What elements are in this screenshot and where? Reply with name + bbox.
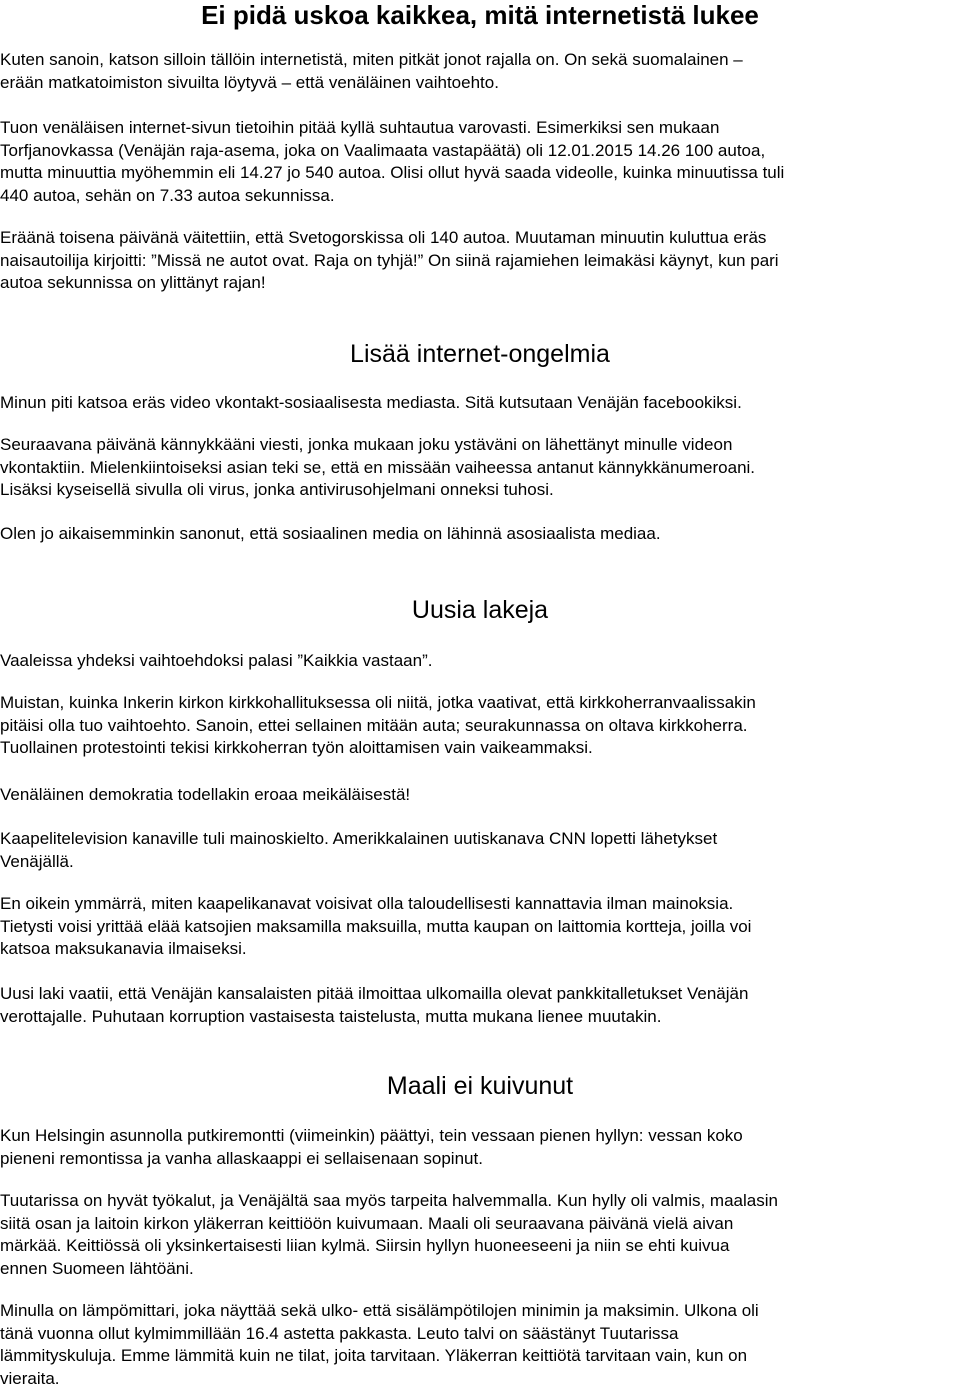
paragraph [0, 392, 960, 415]
text-line: Vaaleissa yhdeksi vaihtoehdoksi palasi ”Kaikkia vastaan”. [0, 651, 433, 670]
paragraph [0, 650, 960, 673]
text-line: Torfjanovkassa (Venäjän raja-asema, joka on Vaalimaata vastapäätä) oli 12.01.2015 14.26 100 autoa, [0, 140, 766, 160]
text-line: lämmityskuluja. Emme lämmitä kuin ne tilat, joita tarvitaan. Yläkerran keittiötä tarvitaan vain, kun on [0, 1346, 748, 1366]
paragraph [0, 784, 960, 807]
section-heading: Lisää internet-ongelmia [350, 340, 610, 368]
text-line: 440 autoa, sehän on 7.33 autoa sekunnissa. [0, 185, 335, 205]
text-line: Tuon venäläisen internet-sivun tietoihin pitää kyllä suhtautua varovasti. Esimerkiksi sen mukaan [0, 118, 720, 137]
text-line: vieraita. [0, 1368, 60, 1388]
paragraph [0, 523, 960, 546]
text-line: mutta minuuttia myöhemmin eli 14.27 jo 540 autoa. Olisi ollut hyvä saada videolle, kuinka minuutissa tuli [0, 163, 785, 183]
paragraph [0, 227, 960, 295]
text-line: Venäläinen demokratia todellakin eroaa meikäläisestä! [0, 785, 411, 804]
paragraph [0, 1300, 960, 1390]
text-line: ennen Suomeen lähtöäni. [0, 1258, 194, 1278]
section-heading: Maali ei kuivunut [386, 1072, 574, 1100]
paragraph [0, 983, 960, 1028]
text-line: Kaapelitelevision kanaville tuli mainoskielto. Amerikkalainen uutiskanava CNN lopetti lähetykset [0, 829, 718, 848]
page-title: Ei pidä uskoa kaikkea, mitä internetistä lukee [201, 0, 759, 30]
paragraph [0, 1125, 960, 1170]
paragraph [0, 434, 960, 502]
text-line: Tuollainen protestointi tekisi kirkkoherran työn aloittamisen vain vaikeammaksi. [0, 738, 593, 758]
text-line: En oikein ymmärrä, miten kaapelikanavat voisivat olla taloudellisesti kannattavia ilman mainoksia. [0, 894, 734, 913]
text-line: Olen jo aikaisemminkin sanonut, että sosiaalinen media on lähinnä asosiaalista mediaa. [0, 524, 661, 543]
paragraph [0, 49, 960, 94]
paragraph [0, 828, 960, 873]
text-line: Minulla on lämpömittari, joka näyttää sekä ulko- että sisälämpötilojen minimin ja maksimin. Ulkona oli [0, 1301, 759, 1320]
text-line: Seuraavana päivänä kännykkääni viesti, jonka mukaan joku ystäväni on lähettänyt minulle videon [0, 435, 733, 454]
text-line: Tuutarissa on hyvät työkalut, ja Venäjältä saa myös tarpeita halvemmalla. Kun hylly oli valmis, maalasin [0, 1191, 778, 1210]
text-line: tänä vuonna ollut kylmimmillään 16.4 astetta pakkasta. Leuto talvi on säästänyt Tuutarissa [0, 1323, 679, 1343]
text-line: Uusi laki vaatii, että Venäjän kansalaisten pitää ilmoittaa ulkomailla olevat pankkitalletukset Venäjän [0, 984, 749, 1003]
text-line: Tietysti voisi yrittää elää katsojien maksamilla maksuilla, mutta kaupan on laittomia kortteja, joilla voi [0, 916, 752, 936]
text-line: märkää. Keittiössä oli yksinkertaisesti liian kylmä. Siirsin hyllyn huoneeseeni ja niin se ehti kuivua [0, 1236, 730, 1256]
text-line: Eräänä toisena päivänä väitettiin, että Svetogorskissa oli 140 autoa. Muutaman minuutin kuluttua eräs [0, 228, 767, 247]
text-line: Kuten sanoin, katson silloin tällöin internetistä, miten pitkät jonot rajalla on. On sekä suomalainen – [0, 50, 743, 69]
text-line: Minun piti katsoa eräs video vkontakt-sosiaalisesta mediasta. Sitä kutsutaan Venäjän facebookiksi. [0, 393, 742, 412]
text-line: Muistan, kuinka Inkerin kirkon kirkkohallituksessa oli niitä, jotka vaativat, että kirkkoherranvaalissakin [0, 693, 756, 712]
text-line: Venäjällä. [0, 851, 74, 871]
paragraph [0, 692, 960, 760]
paragraph [0, 1190, 960, 1280]
text-line: vkontaktiin. Mielenkiintoiseksi asian teki se, että en missään vaiheessa antanut kännykkänumeroani. [0, 457, 756, 477]
text-line: katsoa maksukanavia ilmaiseksi. [0, 939, 247, 959]
section-heading: Uusia lakeja [411, 596, 549, 624]
text-line: siitä osan ja laitoin kirkon yläkerran keittiöön kuivumaan. Maali oli seuraavana päivänä vielä aivan [0, 1213, 734, 1233]
text-line: verottajalle. Puhutaan korruption vastaisesta taistelusta, mutta mukana lienee muutakin. [0, 1006, 662, 1026]
text-line: pieneni remontissa ja vanha allaskaappi ei sellaisenaan sopinut. [0, 1148, 483, 1168]
paragraph [0, 893, 960, 961]
text-line: pitäisi olla tuo vaihtoehto. Sanoin, ettei sellainen mitään auta; seurakunnassa on oltava kirkkoherra. [0, 715, 748, 735]
text-line: Kun Helsingin asunnolla putkiremontti (viimeinkin) päättyi, tein vessaan pienen hyllyn: vessan koko [0, 1126, 743, 1145]
paragraph [0, 117, 960, 207]
text-line: naisautoilija kirjoitti: ”Missä ne autot ovat. Raja on tyhjä!” On siinä rajamiehen leimakäsi käynyt, kun pari [0, 250, 779, 270]
text-line: autoa sekunnissa on ylittänyt rajan! [0, 273, 266, 293]
text-line: erään matkatoimiston sivuilta löytyvä – että venäläinen vaihtoehto. [0, 72, 499, 92]
text-line: Lisäksi kyseisellä sivulla oli virus, jonka antivirusohjelmani onneksi tuhosi. [0, 480, 554, 500]
